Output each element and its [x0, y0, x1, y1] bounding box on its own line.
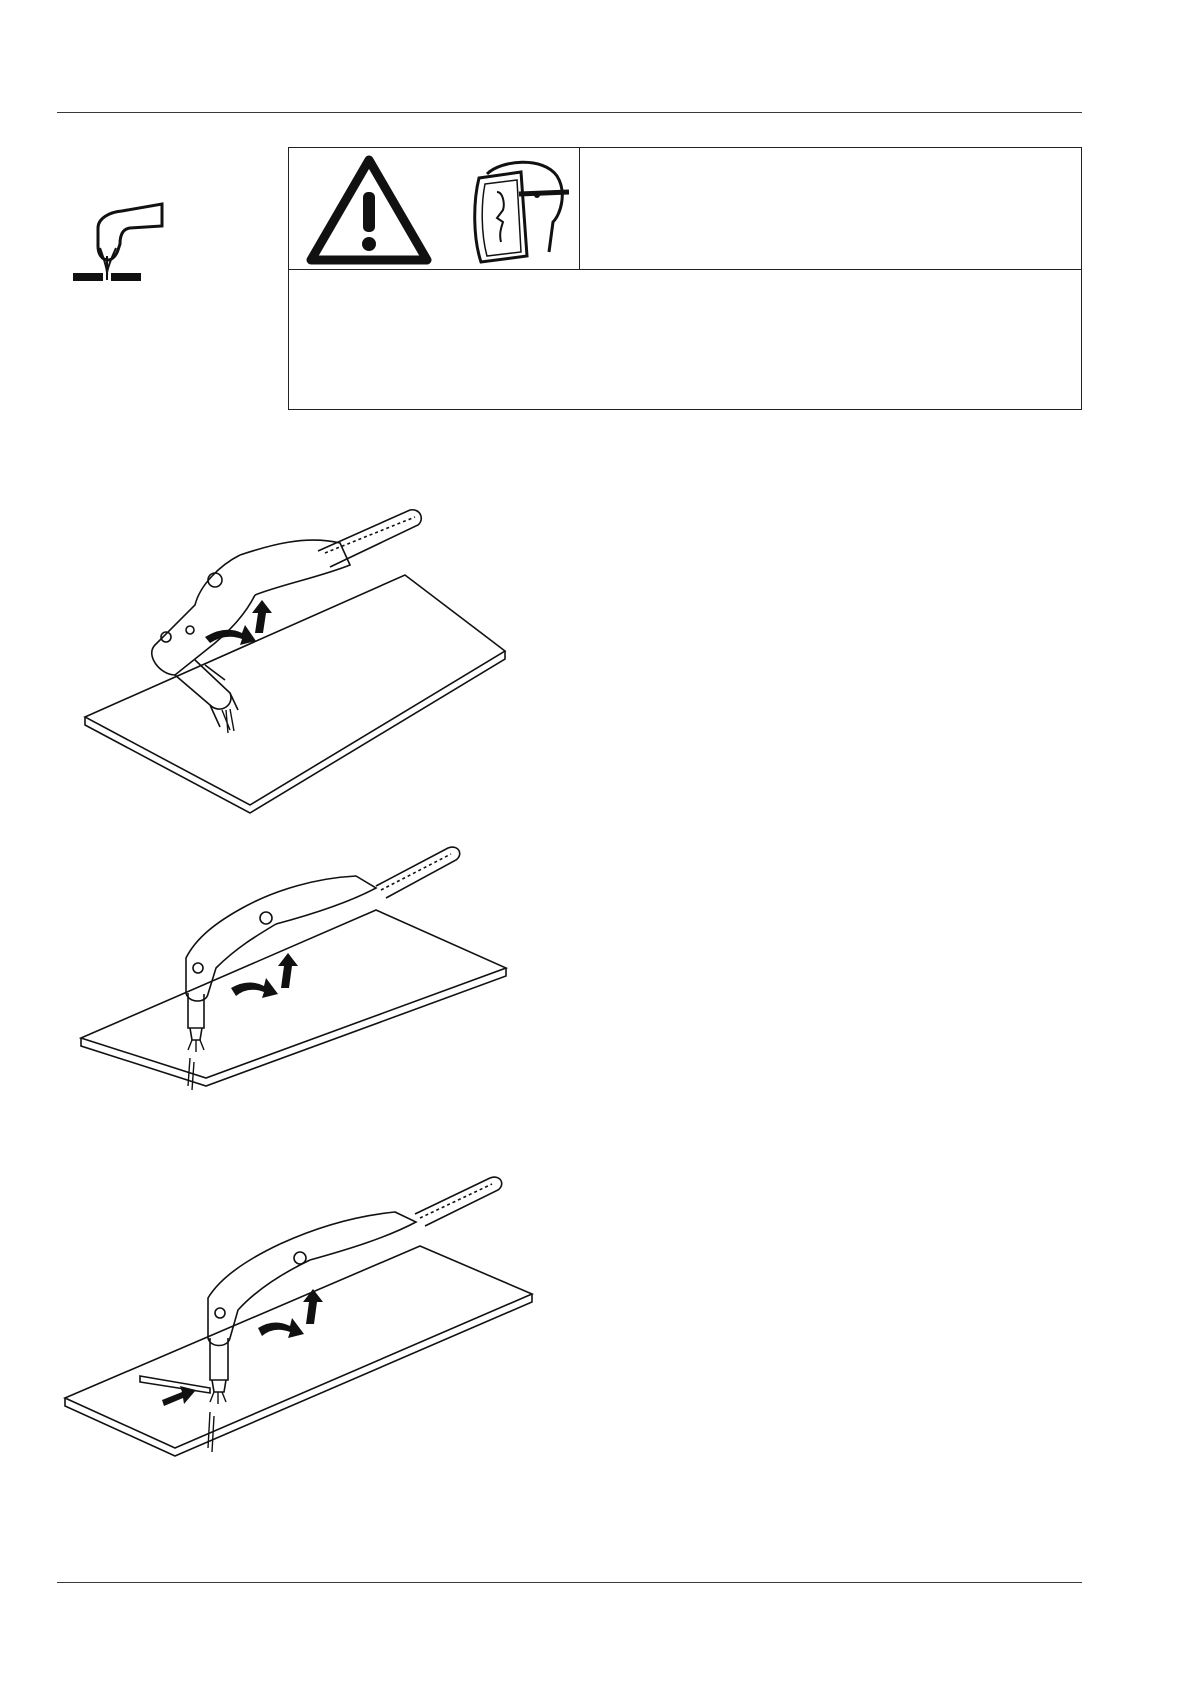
face-shield-icon [457, 152, 575, 266]
plasma-cutting-torch-icon [70, 198, 170, 288]
warning-box [288, 147, 1082, 410]
warning-icon-cell [289, 148, 580, 269]
torch-upright-pierce-illustration [76, 818, 516, 1138]
top-rule [57, 112, 1082, 113]
bottom-rule [57, 1582, 1082, 1583]
torch-cutting-travel-illustration [60, 1148, 540, 1478]
warning-triangle-icon [305, 154, 433, 266]
torch-start-tilted-illustration [80, 505, 510, 825]
warning-header [289, 148, 1081, 270]
